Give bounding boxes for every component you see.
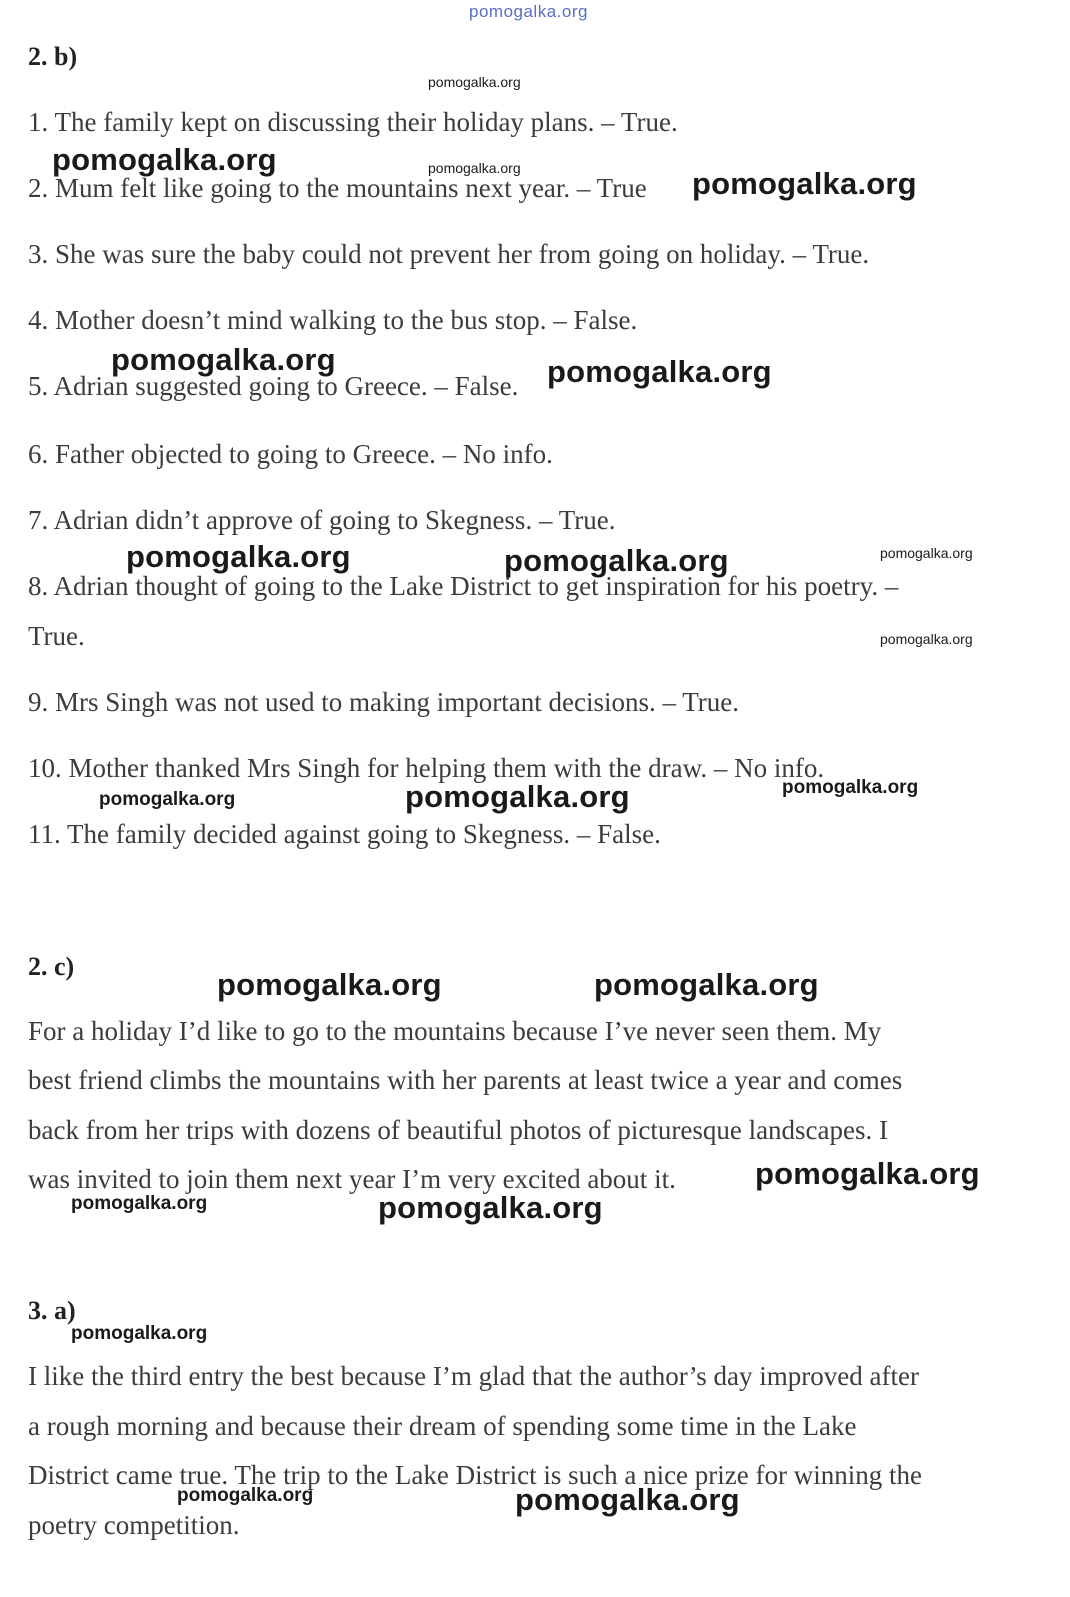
watermark: pomogalka.org — [428, 74, 521, 90]
watermark: pomogalka.org — [217, 967, 442, 1002]
watermark: pomogalka.org — [177, 1485, 314, 1506]
answer-line-9: 9. Mrs Singh was not used to making important decisions. – True. — [28, 687, 739, 717]
answer-line-11: 11. The family decided against going to Skegness. – False. — [28, 819, 661, 849]
watermark: pomogalka.org — [99, 789, 236, 810]
watermark: pomogalka.org — [111, 342, 336, 377]
watermark-top: pomogalka.org — [469, 2, 588, 21]
watermark: pomogalka.org — [880, 631, 973, 647]
paragraph-2c-line-2: best friend climbs the mountains with her parents at least twice a year and comes — [28, 1065, 903, 1095]
paragraph-3a-line-4: poetry competition. — [28, 1510, 240, 1540]
paragraph-3a-line-2: a rough morning and because their dream of spending some time in the Lake — [28, 1411, 857, 1441]
paragraph-2c-line-4: was invited to join them next year I’m very excited about it. — [28, 1164, 676, 1194]
watermark: pomogalka.org — [782, 777, 919, 798]
watermark: pomogalka.org — [126, 539, 351, 574]
paragraph-2c-line-3: back from her trips with dozens of beautiful photos of picturesque landscapes. I — [28, 1115, 889, 1145]
paragraph-3a-line-1: I like the third entry the best because I’m glad that the author’s day improved after — [28, 1361, 919, 1391]
watermark: pomogalka.org — [504, 543, 729, 578]
watermark: pomogalka.org — [428, 160, 521, 176]
section-3a-heading: 3. a) — [28, 1296, 76, 1325]
answer-line-6: 6. Father objected to going to Greece. – No info. — [28, 439, 553, 469]
answer-line-2: 2. Mum felt like going to the mountains next year. – True — [28, 173, 647, 203]
watermark: pomogalka.org — [52, 142, 277, 177]
watermark: pomogalka.org — [71, 1193, 208, 1214]
watermark: pomogalka.org — [547, 354, 772, 389]
answer-line-3: 3. She was sure the baby could not prevent her from going on holiday. – True. — [28, 239, 870, 269]
paragraph-2c-line-1: For a holiday I’d like to go to the mountains because I’ve never seen them. My — [28, 1016, 882, 1046]
answer-line-8-cont: True. — [28, 621, 85, 651]
watermark: pomogalka.org — [71, 1323, 208, 1344]
watermark: pomogalka.org — [378, 1190, 603, 1225]
section-2b-heading: 2. b) — [28, 42, 78, 71]
section-2c-heading: 2. c) — [28, 952, 75, 981]
watermark: pomogalka.org — [755, 1156, 980, 1191]
watermark: pomogalka.org — [880, 545, 973, 561]
answer-line-7: 7. Adrian didn’t approve of going to Skegness. – True. — [28, 505, 616, 535]
answer-line-4: 4. Mother doesn’t mind walking to the bus stop. – False. — [28, 305, 638, 335]
watermark: pomogalka.org — [692, 166, 917, 201]
answer-line-8: 8. Adrian thought of going to the Lake District to get inspiration for his poetry. – — [28, 571, 899, 601]
watermark: pomogalka.org — [405, 779, 630, 814]
paragraph-3a-line-3: District came true. The trip to the Lake District is such a nice prize for winning the — [28, 1460, 922, 1490]
watermark: pomogalka.org — [594, 967, 819, 1002]
answer-line-5: 5. Adrian suggested going to Greece. – False. — [28, 371, 519, 401]
answer-line-1: 1. The family kept on discussing their holiday plans. – True. — [28, 107, 678, 137]
answer-line-10: 10. Mother thanked Mrs Singh for helping them with the draw. – No info. — [28, 753, 825, 783]
watermark: pomogalka.org — [515, 1482, 740, 1517]
